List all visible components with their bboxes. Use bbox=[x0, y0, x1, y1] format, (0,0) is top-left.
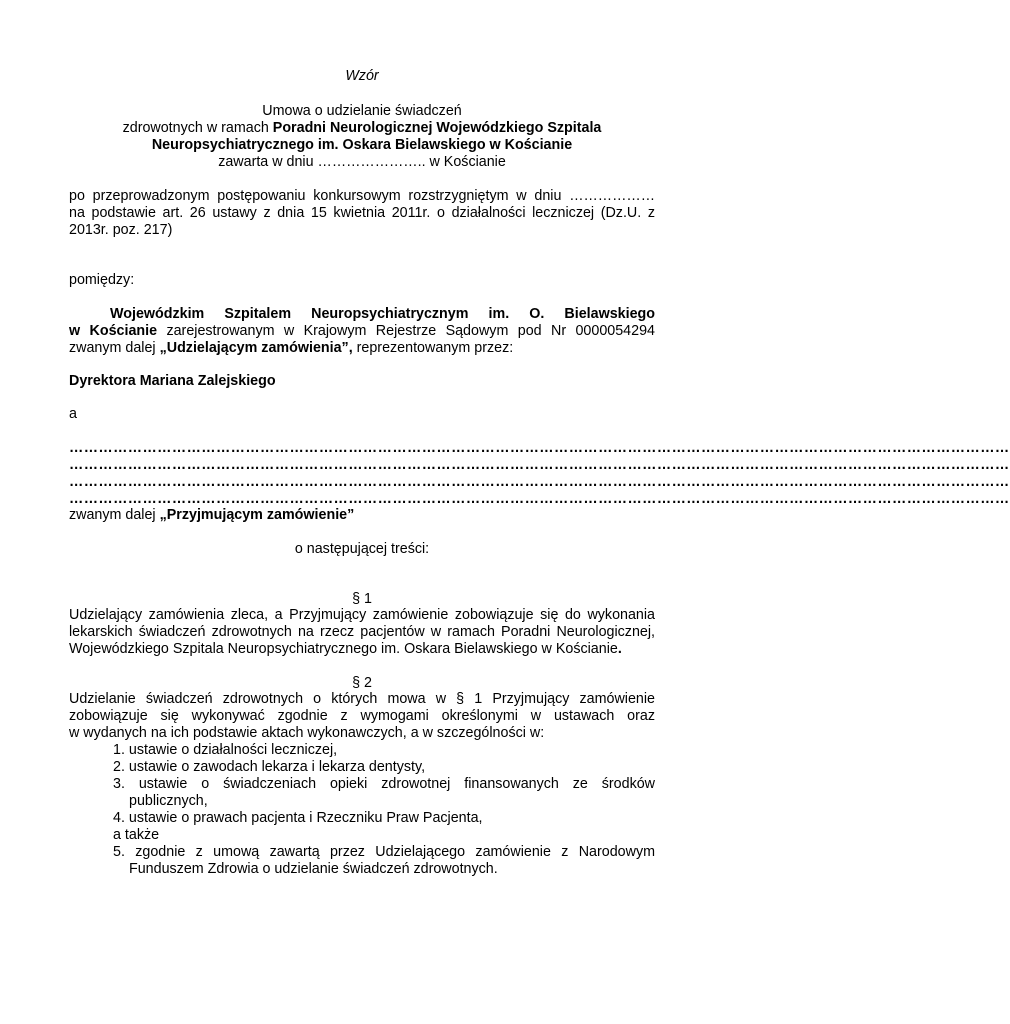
section1-line2: lekarskich świadczeń zdrowotnych na rzecz pacjentów w ramach Poradni Neurologicznej, bbox=[69, 624, 655, 640]
list-item-2: 2. ustawie o zawodach lekarza i lekarza dentysty, bbox=[113, 759, 426, 775]
list-item-1: 1. ustawie o działalności leczniczej, bbox=[113, 742, 338, 758]
template-label: Wzór bbox=[345, 68, 379, 84]
list-item-3-line1: 3. ustawie o świadczeniach opieki zdrowotnej finansowanych ze środków bbox=[113, 776, 655, 792]
section2-line2: zobowiązuje się wykonywać zgodnie z wymogami określonymi w ustawach oraz bbox=[69, 708, 655, 724]
also-label: a także bbox=[113, 827, 160, 843]
contract-date-line: zawarta w dniu ………………….. w Kościanie bbox=[218, 154, 506, 170]
contract-title-line2 bbox=[69, 120, 655, 137]
list-item-5-line1: 5. zgodnie z umową zawartą przez Udzielającego zamówienie z Narodowym bbox=[113, 844, 655, 860]
section1-line3 bbox=[69, 641, 655, 658]
party1-location: w Kościanie bbox=[69, 323, 158, 339]
party2-called-prefix: zwanym dalej bbox=[69, 507, 160, 523]
blank-line-2: ………………………………………………………………………………………………………………………………………………………………………… bbox=[69, 457, 1010, 473]
party1-called-prefix: zwanym dalej bbox=[69, 340, 160, 356]
title-line2-prefix: zdrowotnych w ramach bbox=[122, 120, 273, 136]
section1-line3-text: Wojewódzkiego Szpitala Neuropsychiatrycznego im. Oskara Bielawskiego w Kościanie bbox=[69, 641, 618, 657]
between-label: pomiędzy: bbox=[69, 272, 135, 288]
title-line2-bold: Poradni Neurologicznej Wojewódzkiego Szpitala bbox=[272, 120, 602, 136]
section2-line1: Udzielanie świadczeń zdrowotnych o których mowa w § 1 Przyjmujący zamówienie bbox=[69, 691, 655, 707]
party1-role: „Udzielającym zamówienia”, bbox=[159, 340, 353, 356]
intro-line2: na podstawie art. 26 ustawy z dnia 15 kwietnia 2011r. o działalności leczniczej (Dz.U. z bbox=[69, 205, 655, 221]
contract-title-line3: Neuropsychiatrycznego im. Oskara Bielawskiego w Kościanie bbox=[151, 137, 573, 153]
following-label: o następującej treści: bbox=[294, 541, 430, 557]
and-label: a bbox=[69, 406, 77, 422]
intro-line3: 2013r. poz. 217) bbox=[69, 222, 173, 238]
list-item-3-line2: publicznych, bbox=[129, 793, 208, 809]
party1-registry: zarejestrowanym w Krajowym Rejestrze Sądowym pod Nr 0000054294 bbox=[157, 323, 655, 339]
blank-line-3: ………………………………………………………………………………………………………………………………………………………………………… bbox=[69, 474, 1010, 490]
party1-line1: Wojewódzkim Szpitalem Neuropsychiatrycznym im. O. Bielawskiego bbox=[110, 306, 655, 322]
intro-line1: po przeprowadzonym postępowaniu konkursowym rozstrzygniętym w dniu ……………… bbox=[69, 188, 655, 204]
section2-heading: § 2 bbox=[352, 675, 372, 691]
section1-heading: § 1 bbox=[352, 591, 372, 607]
party1-represented: reprezentowanym przez: bbox=[352, 340, 514, 356]
blank-line-4: ………………………………………………………………………………………………………………………………………………………………………… bbox=[69, 491, 1010, 507]
party2-role: „Przyjmującym zamówienie” bbox=[159, 507, 355, 523]
section2-line3: w wydanych na ich podstawie aktach wykonawczych, a w szczególności w: bbox=[69, 725, 545, 741]
blank-line-1: ………………………………………………………………………………………………………………………………………………………………………… bbox=[69, 440, 1010, 456]
list-item-4: 4. ustawie o prawach pacjenta i Rzeczniku Praw Pacjenta, bbox=[113, 810, 483, 826]
section1-line3-period: . bbox=[617, 641, 622, 657]
party2-line bbox=[69, 507, 655, 524]
contract-title-line1: Umowa o udzielanie świadczeń bbox=[262, 103, 462, 119]
director-name: Dyrektora Mariana Zalejskiego bbox=[69, 373, 276, 389]
list-item-5-line2: Funduszem Zdrowia o udzielanie świadczeń zdrowotnych. bbox=[129, 861, 498, 877]
party1-line3 bbox=[69, 340, 655, 357]
section1-line1: Udzielający zamówienia zleca, a Przyjmujący zamówienie zobowiązuje się do wykonania bbox=[69, 607, 655, 623]
party1-line2 bbox=[69, 323, 655, 340]
